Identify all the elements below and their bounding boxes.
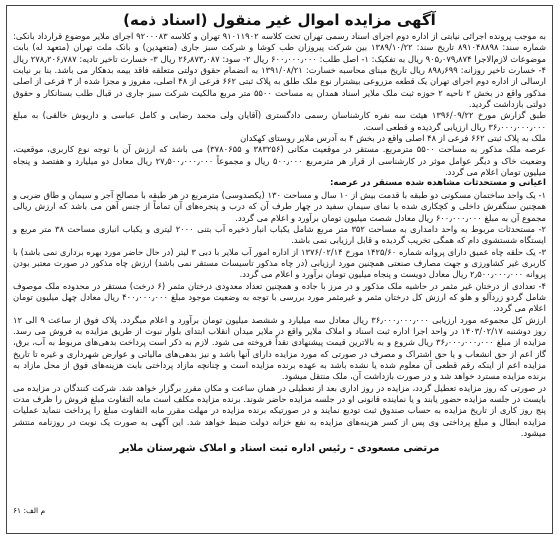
title-area: [13, 10, 546, 29]
appraisal-paragraph: طبق گزارش مورخ ۱۳۹۶/۰۹/۲۲ هیئت سه نفره کارشناسان رسمی دادگستری (آقایان ولی محمد رضایی و کامل عباسی و داریوش خالقی) به مبلغ ۳۶٫۰۰۰٫۰۰۰٫۰۰۰ ریال ارزیابی گردیده و قطعی است.: [13, 110, 546, 132]
notice-title: آگهی مزایده اموال غیر منقول (اسناد ذمه): [123, 11, 436, 29]
intro-paragraph: به موجب پرونده اجرائی نیابتی از اداره دوم اجرای اسناد رسمی تهران تحت کلاسه ۹۱۰۱۱۹۰۲ تهران و کلاسه ۹۲۰۰۰۸۳ اجرای ملایر موضوع قرارداد بانکی: شماره سند: ۸۹۱۰۴۸۸۹۸ تاریخ سند: ۱۳۸۹/۱۰/۲۲ بین شرکت پیروزان طب کوشا و شرکت سبز جاری (متعهدین) و بانک ملت تهران (متعهد له) بابت موضوعات لازم‌الاجرا ۹۰۵٫۰۷۹٫۸۷۴ ریال به تفکیک: ۱- اصل طلب: ۶۰۰٫۰۰۰٫۰۰۰ ریال ۲- سود: ۲۶٫۸۷۳٫۰۸۷ ریال ۳- خسارت تاخیر تادیه: ۲۷۸٫۲۰۶٫۷۸۷ ریال ۴- خسارت تاخیر روزانه: ۸۹۸٫۶۹۹ ریال تاریخ مبنای محاسبه خسارت: ۱۳۹۱/۰۸/۲۱ به انضمام حقوق دولتی متعلقه فاقد بیمه بدهکار می باشد. بنا بر نیابت ارسالی از اداره دوم اجرای تهران یک قطعه مزروعی بیشترار نوع ملک طلق به پلاک ثبتی ۶۶۲ فرعی از ۴۸ اصلی، مفروز و مجزا شده از ۳ فرعی از اصلی مذکور واقع در بخش ۲ ناحیه ۲ حوزه ثبت ملک ملایر اسناد همدان به مساحت ۵۵۰۰ متر مربع مالکیت شرکت سبز جاری در قبال طلب بستانکار و حقوق دولتی بازداشت گردید.: [13, 31, 546, 110]
land-paragraph: عرصه ملک مذکور به مساحت ۵۵۰۰ مترمربع. مستقر در موقعیت مکانی (۳۸۳۲۵۶ و ۳۷۸۰۶۵۵) می باشد که ارزش آن با توجه نوع کاربری، موقعیت، وضعیت خاک و دیگر عوامل موثر در کارشناسی از قرار هر مترمربع ۵۰۰٫۰۰۰ ریال و مجموعاً ۲۷٫۵۰۰٫۰۰۰٫۰۰۰ ریال معادل دو میلیارد و هفتصد و پنجاه میلیون تومان اعلام می گردد.: [13, 144, 546, 178]
item-2: ۲- مستحدثات مربوط به واحد دامداری به مساحت ۳۵۲ متر مربع شامل یکباب انبار ذخیره آب بتنی ۲۰۰۰ لیتری و یکباب انباری مساحت ۳۸ متر مربع و ایستگاه شستشوی دام که همگی تخریب گردیده و قابل ارزیابی نمی باشد.: [13, 223, 547, 246]
auction-details: ارزش کل مجموعه مورد ارزیابی ۳۶٫۰۰۰٫۰۰۰٫۰۰۰ ریال معادل سه میلیارد و ششصد میلیون تومان برآورد و اعلام میگردد. پلاک فوق از ساعت ۹ الی ۱۲ روز دوشنبه ۱۴۰۳/۰۲/۱۷ در واحد اجرا اداره ثبت اسناد و املاک ملایر واقع در ملایر میدان انقلاب ابتدای بلوار نبوت از طریق مزایده به فروش می رسد. مزایده از مبلغ ۳۶٫۰۰۰٫۰۰۰٫۰۰۰ ریال شروع و به بالاترین قیمت پیشنهادی نقداً فروخته می شود. لازم به ذکر است پرداخت بدهی‌های مربوط به آب، برق، گاز اعم از حق انشعاب و یا حق اشتراک و مصرف در صورتی که مورد مزایده دارای آنها باشد و نیز بدهی‌های مالیاتی و عوارض شهرداری و غیره تا تاریخ مزایده اعم از اینکه رقم قطعی آن معلوم شده یا نشده باشد به عهده برنده مزایده است و چنانچه مازاد پرداختی بابت هزینه‌های فوق از محل مازاد به برنده مزایده مسترد خواهد شد و در صورت بازداشت آن، ملک منتقل میشود.: [13, 314, 546, 382]
address-paragraph: ملک به پلاک ثبتی ۶۶۲ فرعی از ۴۸ اصلی واقع در بخش ۴ به آدرس ملایر روستای کهکدان: [240, 133, 546, 144]
item-4: ۴- تعدادی از درختان غیر مثمر در حاشیه ملک مذکور و در مرز با جاده و همچنین تعداد معدودی درختان مثمر (۶ درخت) مستقر در محدوده ملک موصوف شامل گردو زردآلو و هلو که ارزش کل درختان مثمر و غیرمثمر مورد بررسی با توجه به وضعیت موجود مبلغ ۴۰۰٫۰۰۰٫۰۰۰ ریال معادل چهل میلیون تومان اعلام می گردد.: [13, 280, 546, 314]
auction-terms: در صورتی که روز مزایده تعطیل گردد، مزایده در روز اداری بعد از تعطیلی در همان ساعت و مکان مقرر برگزار خواهد شد. شرکت کنندگان در مزایده می بایست در جلسه مزایده حضور یابند و یا نماینده قانونی او در جلسه مزایده حاضر شوند. برنده مزایده مکلف است مابه التفاوت مبلغ فروش را ظرف مدت پنج روز کاری از تاریخ مزایده به حساب صندوق ثبت تودیع نمایند و در صورتیکه برنده مزایده در مهلت مقرر مابه التفاوت مبلغ را پرداخت ننماید عملیات مزایده ابطال و مبلغ پرداختی وی پس از کسر هزینه‌های مزایده به نفع خزانه دولت ضبط خواهد شد. این آگهی به صورت یک نوبت در روزنامه منتشر میشود.: [13, 382, 546, 439]
subheading: اعیانی و مستحدثات مشاهده شده مستقر در عرصه:: [330, 178, 546, 189]
item-1: ۱- یک واحد ساختمان مسکونی دو طبقه با قدمت بیش از ۱۰ سال و مساحت ۱۳۰ (یکصدوسی) مترمربع در هر طبقه با مصالح آجر و سیمان و طاق ضربی و همچنین سنگفرش داخلی و کچکاری شده با نمای سیمان سفید در چهار طرف آن که درب و پنجره‌های آن تماماً از جنس آهن می باشد که ارزش ریالی مجموع آن به مبلغ ۶۰۰٫۰۰۰٫۰۰۰ ریال معادل شصت میلیون تومان برآورد و اعلام می گردد.: [13, 189, 546, 223]
signature: مرتضی مسعودی - رئیس اداره ثبت اسناد و املاک شهرستان ملایر: [119, 443, 440, 455]
notice-page: [6, 5, 553, 534]
notice-code: م الف: ۶۱: [13, 506, 46, 515]
item-3: ۳- یک حلقه چاه عمیق دارای پروانه شماره ۱۴۲۵/۶۰ مورخ ۱۳۷۶/۰۲/۱۴ از اداره امور آب ملایر با دبی ۳ لیتر (در حال حاضر مورد بهره برداری نمی باشد) با کاربری غیر کشاورزی و جهت مصارف صنعتی همچنین مورد ارزیابی (در چاه مذکور تاسیسات مستقر نمی باشد) ارزش چاه مذکور در صورت معتبر بودن پروانه ۲٫۵۰۰٫۰۰۰٫۰۰۰ ریال معادل دویست و پنجاه میلیون تومان برآورد و اعلام می گردد.: [13, 246, 546, 280]
